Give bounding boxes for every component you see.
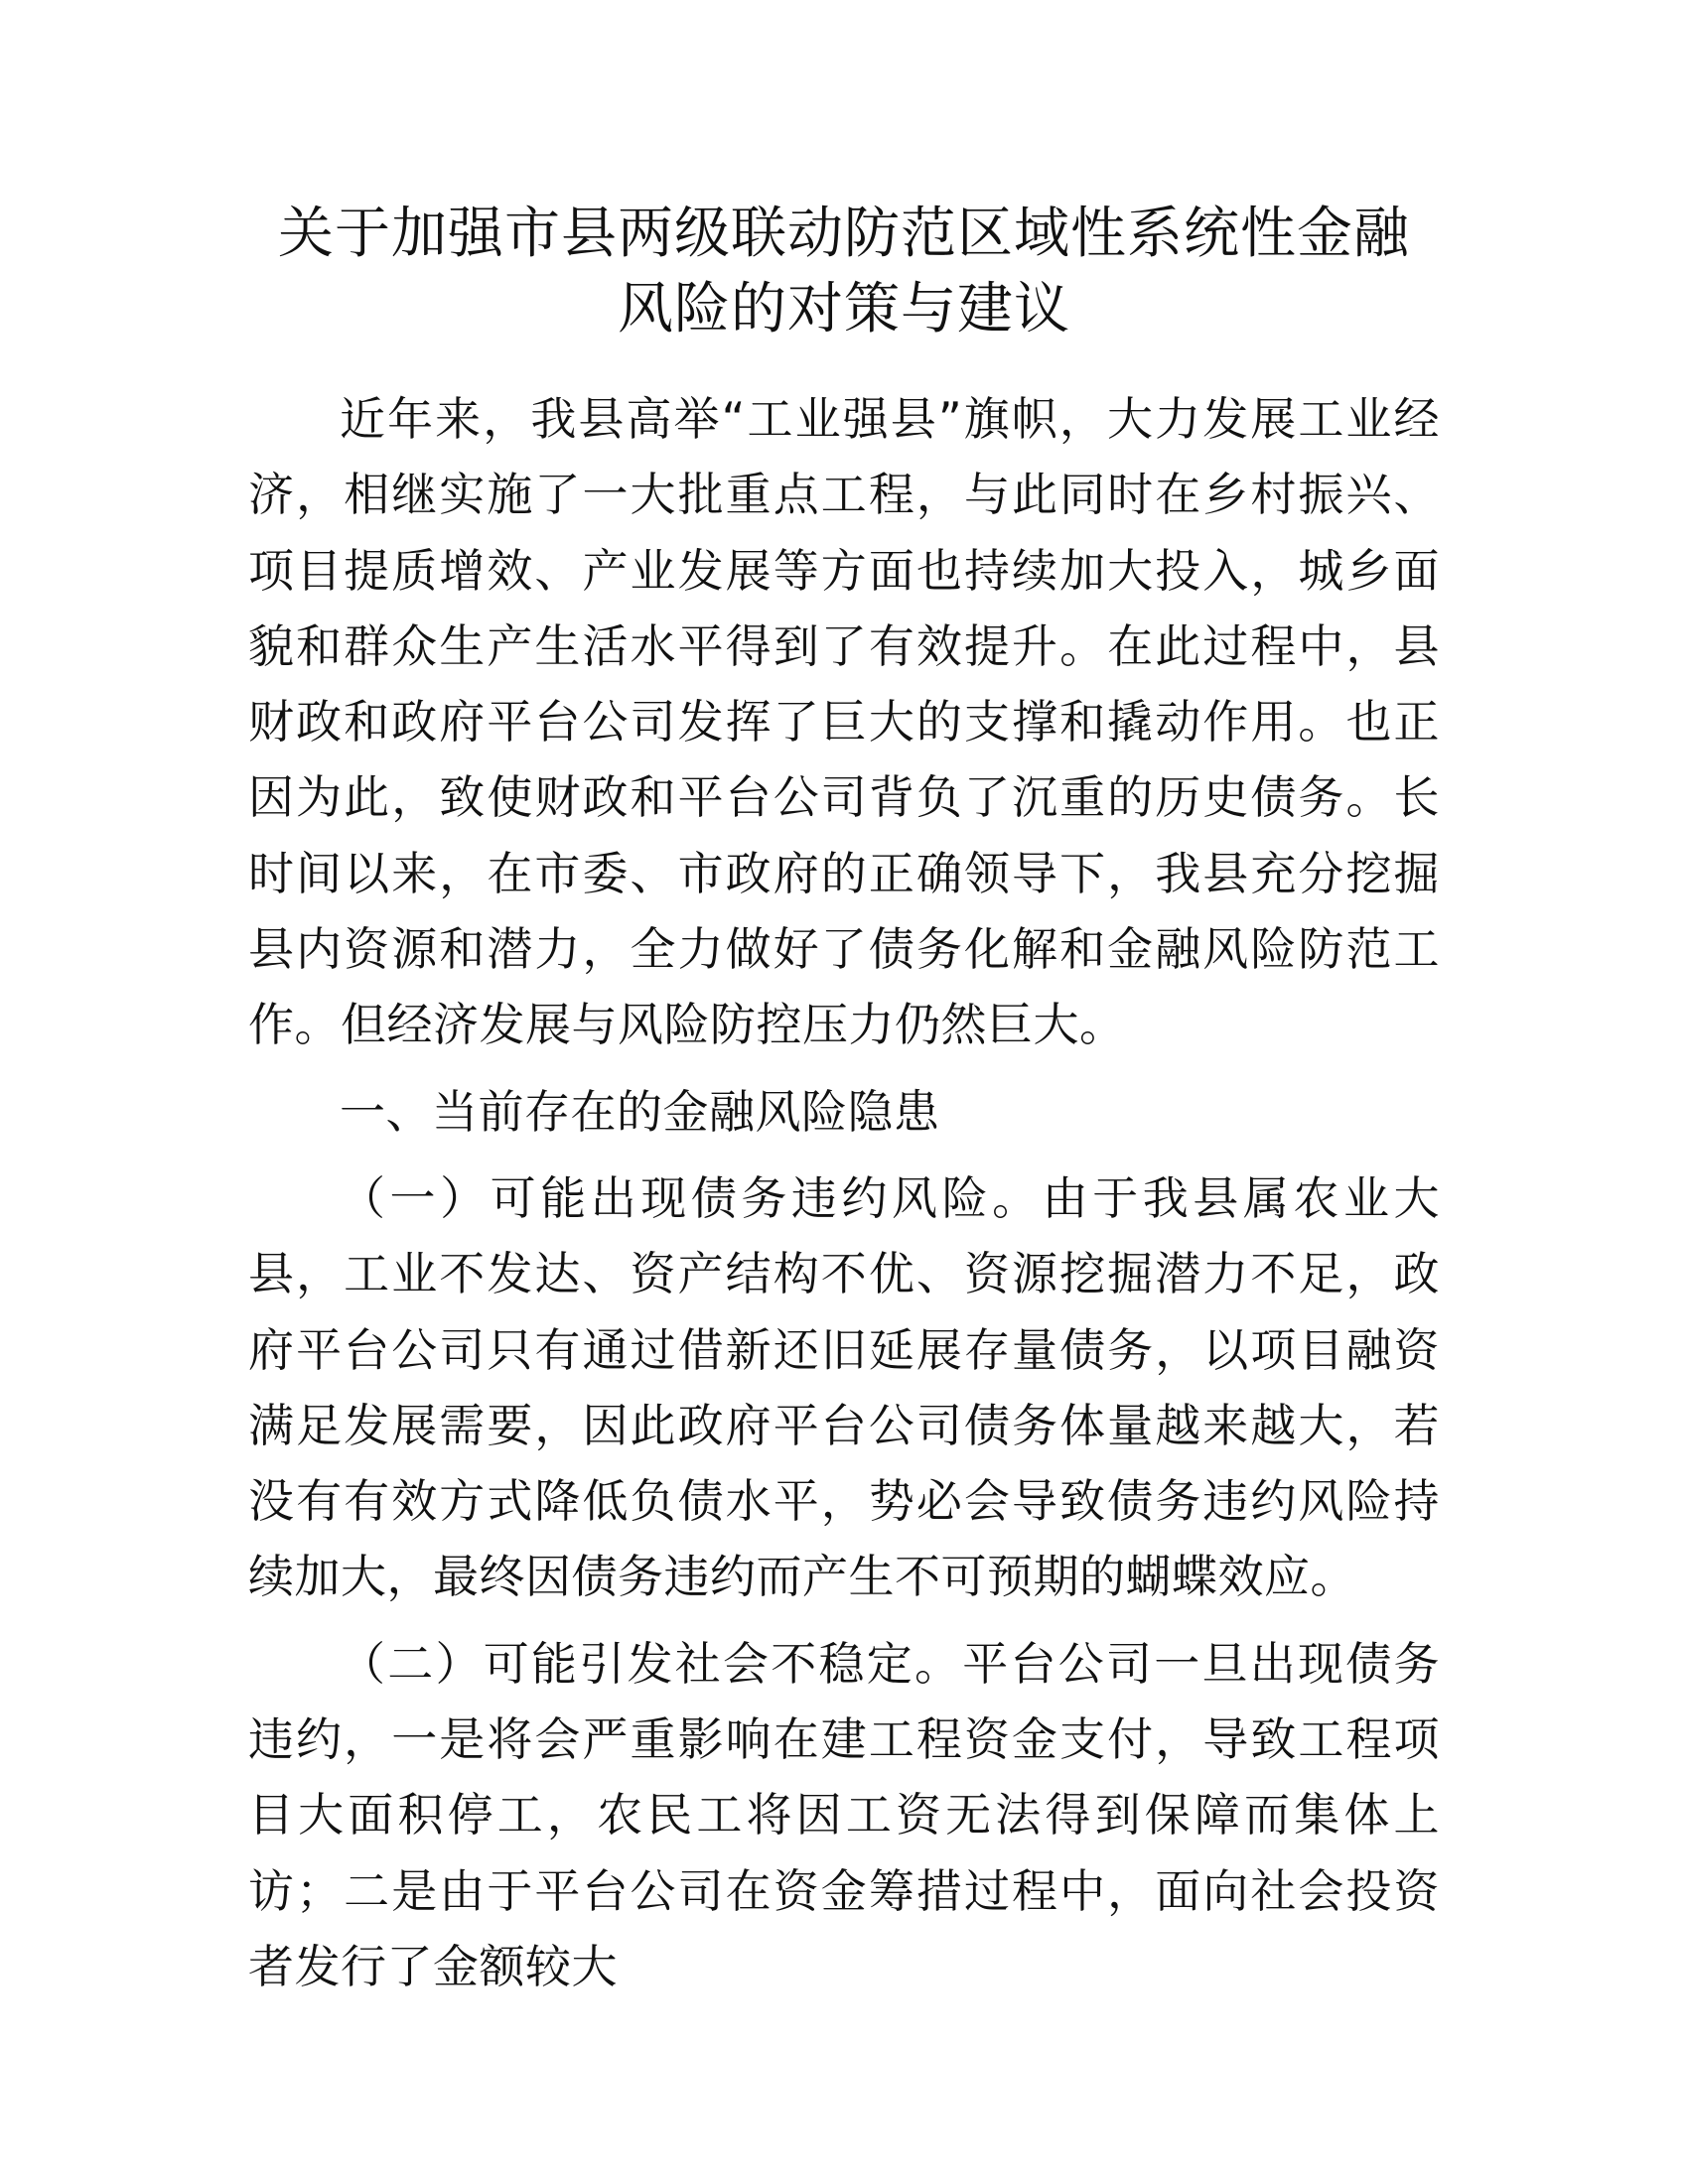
document-title — [228, 197, 1460, 347]
paragraph-social-instability-risk: （二）可能引发社会不稳定。平台公司一旦出现债务违约，一是将会严重影响在建工程资金支付，导致工程项目大面积停工，农民工将因工资无法得到保障而集体上访；二是由于平台公司在资金筹措过程中，面向社会投资者发行了金额较大 — [248, 1636, 1440, 1993]
document-title-line-2: 风险的对策与建议 — [618, 277, 1070, 341]
document-title-line-1: 关于加强市县两级联动防范区域性系统性金融 — [278, 202, 1410, 266]
paragraph-debt-default-risk: （一）可能出现债务违约风险。由于我县属农业大县，工业不发达、资产结构不优、资源挖掘潜力不足，政府平台公司只有通过借新还旧延展存量债务，以项目融资满足发展需要，因此政府平台公司债务体量越来越大，若没有有效方式降低负债水平，势必会导致债务违约风险持续加大，最终因债务违约而产生不可预期的蝴蝶效应。 — [248, 1170, 1440, 1604]
document-body — [248, 381, 1440, 2004]
paragraph-intro: 近年来，我县高举“工业强县”旗帜，大力发展工业经济，相继实施了一大批重点工程，与此同时在乡村振兴、项目提质增效、产业发展等方面也持续加大投入，城乡面貌和群众生产生活水平得到了有效提升。在此过程中，县财政和政府平台公司发挥了巨大的支撑和撬动作用。也正因为此，致使财政和平台公司背负了沉重的历史债务。长时间以来，在市委、市政府的正确领导下，我县充分挖掘县内资源和潜力，全力做好了债务化解和金融风险防范工作。但经济发展与风险防控压力仍然巨大。 — [248, 392, 1440, 1052]
section-heading-risks: 一、当前存在的金融风险隐患 — [340, 1084, 940, 1139]
